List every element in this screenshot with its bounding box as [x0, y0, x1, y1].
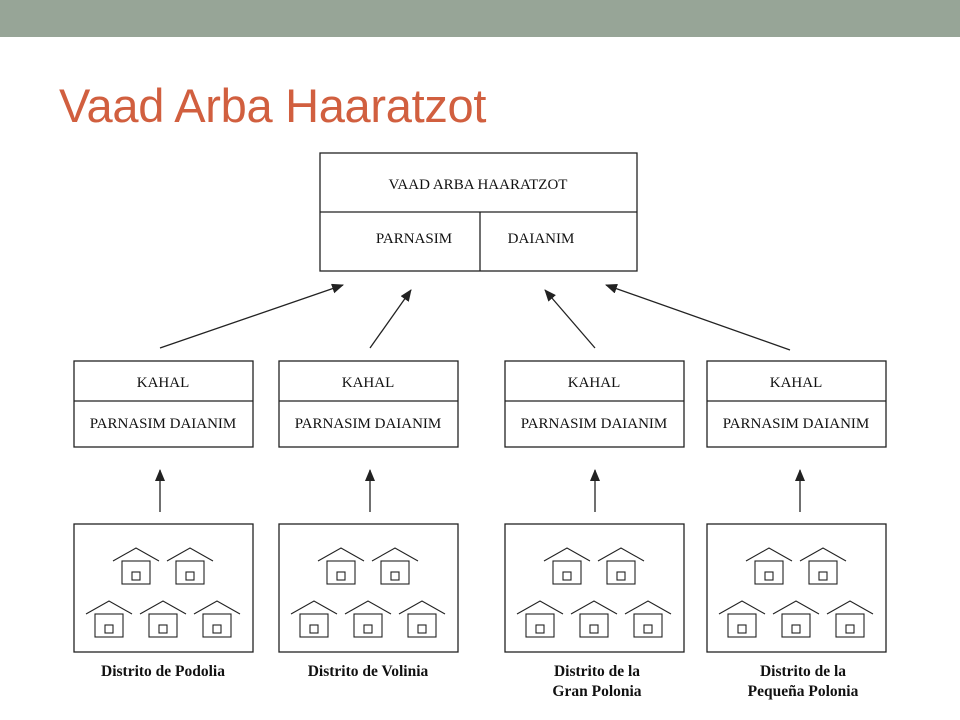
district-caption-1: Distrito de Podolia [101, 663, 225, 680]
district-caption-3-line-2: Gran Polonia [552, 683, 642, 700]
kahal-box-3 [505, 361, 684, 447]
kahal-box-1 [74, 361, 253, 447]
district-caption-4-line-1: Distrito de la [759, 663, 847, 680]
arrow-kahal-2-to-council [370, 290, 411, 348]
arrow-kahal-1-to-council [160, 285, 343, 348]
kahal-title: KAHAL [136, 375, 190, 391]
kahal-subtitle: PARNASIM DAIANIM [520, 416, 668, 432]
kahal-title: KAHAL [341, 375, 395, 391]
slide-title: Vaad Arba Haaratzot [59, 79, 487, 132]
kahal-title: KAHAL [769, 375, 823, 391]
kahal-title: KAHAL [567, 375, 621, 391]
kahal-box-4 [707, 361, 886, 447]
district-box-1 [74, 524, 253, 652]
council-right-cell: DAIANIM [507, 231, 575, 247]
district-box-2 [279, 524, 458, 652]
council-title: VAAD ARBA HAARATZOT [388, 177, 568, 193]
district-caption-4-line-2: Pequeña Polonia [747, 683, 859, 700]
kahal-subtitle: PARNASIM DAIANIM [89, 416, 237, 432]
district-caption-2: Distrito de Volinia [307, 663, 429, 680]
council-box [320, 153, 637, 271]
lower-arrows [160, 470, 800, 512]
district-caption-3-line-1: Distrito de la [553, 663, 641, 680]
kahal-subtitle: PARNASIM DAIANIM [722, 416, 870, 432]
upper-arrows [160, 285, 790, 350]
kahal-box-2 [279, 361, 458, 447]
arrow-kahal-4-to-council [606, 285, 790, 350]
arrow-kahal-3-to-council [545, 290, 595, 348]
kahal-subtitle: PARNASIM DAIANIM [294, 416, 442, 432]
council-left-cell: PARNASIM [375, 231, 453, 247]
district-box-4 [707, 524, 886, 652]
district-box-3 [505, 524, 684, 652]
